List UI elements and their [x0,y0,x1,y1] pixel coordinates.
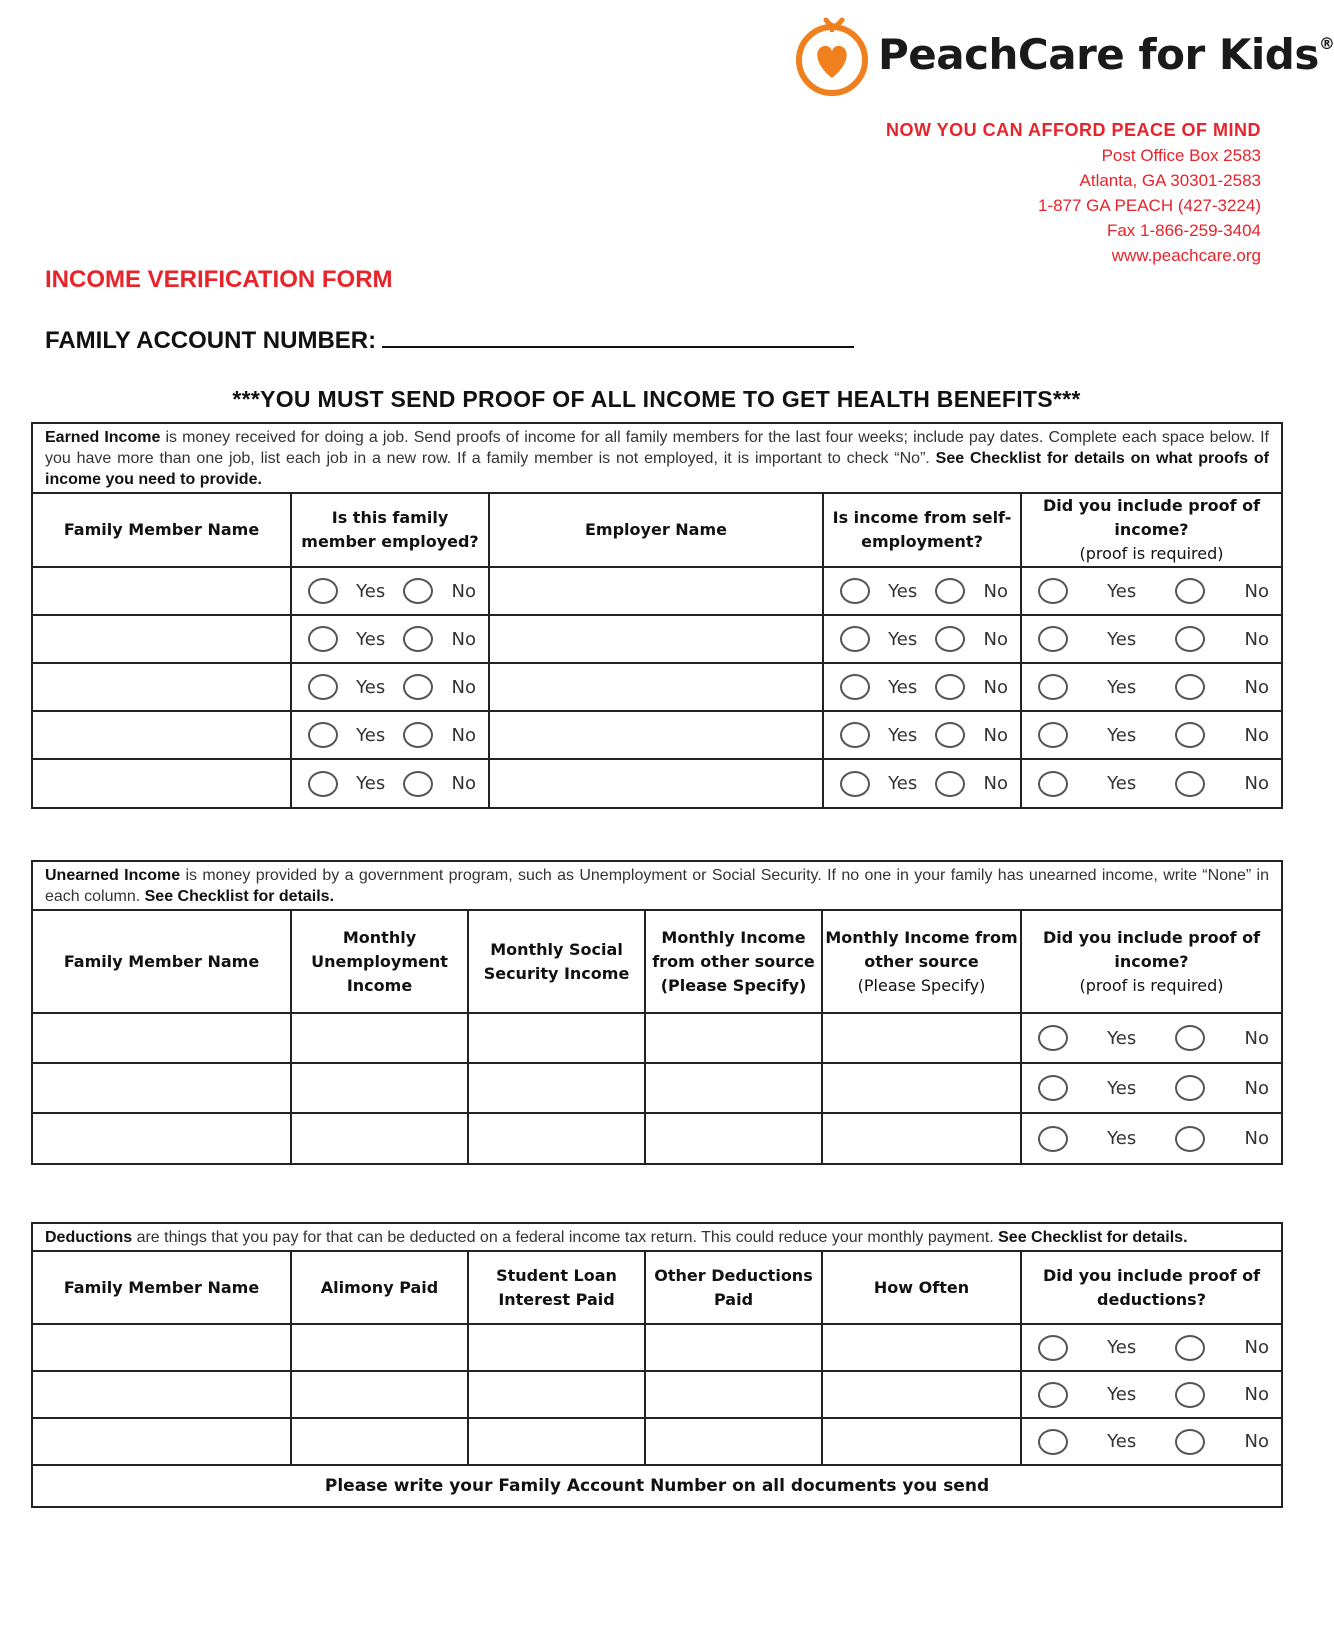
yes-no-choice [291,759,489,807]
yes-no-choice [291,567,489,615]
student-loan-interest-input[interactable] [468,1418,645,1465]
footer-instruction: Please write your Family Account Number on all documents you send [33,1465,1281,1506]
yes-radio[interactable] [840,626,870,652]
yes-label: Yes [1107,676,1137,698]
proof-notice: ***YOU MUST SEND PROOF OF ALL INCOME TO GET HEALTH BENEFITS*** [232,386,1081,412]
yes-no-choice [291,711,489,759]
no-label: No [1244,724,1269,746]
no-label: No [1244,1077,1269,1099]
yes-no-choice [823,615,1021,663]
earned-income-section [31,422,1283,809]
alimony-paid-input[interactable] [291,1324,468,1371]
yes-radio[interactable] [1038,722,1068,748]
no-label: No [1244,628,1269,650]
yes-label: Yes [1107,1431,1137,1452]
no-radio[interactable] [1175,1025,1205,1051]
col-proof-of-income: Did you include proof of income? (proof is required) [1021,911,1281,1013]
yes-label: Yes [1107,1128,1137,1149]
table-row [33,567,1281,615]
student-loan-interest-input[interactable] [468,1324,645,1371]
col-other-source-income-2: Monthly Income from other source (Please Specify) [822,911,1021,1013]
col-proof-of-income: Did you include proof of income? (proof is required) [1021,494,1281,567]
how-often-input[interactable] [822,1418,1021,1465]
table-row [33,1324,1281,1371]
social-security-income-input[interactable] [468,1013,645,1063]
yes-no-choice [1021,663,1281,711]
no-radio[interactable] [403,722,433,748]
employer-name-input[interactable] [489,615,823,663]
yes-no-choice [823,759,1021,807]
no-label: No [983,628,1008,650]
no-radio[interactable] [935,771,965,797]
how-often-input[interactable] [822,1371,1021,1418]
no-radio[interactable] [1175,626,1205,652]
yes-label: Yes [356,773,386,794]
other-source-income-input[interactable] [645,1113,822,1163]
account-number-field [45,326,854,355]
yes-label: Yes [1107,580,1137,602]
yes-radio[interactable] [1038,1025,1068,1051]
no-radio[interactable] [1175,578,1205,604]
yes-radio[interactable] [1038,1335,1068,1361]
unearned-income-section [31,860,1283,1165]
account-number-input[interactable] [382,326,854,348]
col-other-deductions: Other Deductions Paid [645,1252,822,1324]
family-member-name-input[interactable] [33,759,291,807]
no-label: No [1244,1431,1269,1452]
no-radio[interactable] [1175,1126,1205,1152]
employer-name-input[interactable] [489,711,823,759]
employer-name-input[interactable] [489,567,823,615]
yes-label: Yes [356,628,386,650]
col-proof-of-deductions: Did you include proof of deductions? [1021,1252,1281,1324]
no-radio[interactable] [935,578,965,604]
peachcare-logo [792,8,1334,104]
no-label: No [451,676,476,698]
unearned-income-intro: Unearned Income is money provided by a government program, such as Unemployment or Social Security. If no one in your family has unearned income, write “None” in each column. See Checklist for details. [33,862,1281,911]
yes-no-choice [1021,1063,1281,1113]
social-security-income-input[interactable] [468,1063,645,1113]
yes-no-choice [1021,1113,1281,1163]
no-radio[interactable] [403,626,433,652]
family-member-name-input[interactable] [33,1324,291,1371]
yes-radio[interactable] [1038,1126,1068,1152]
col-social-security-income: Monthly Social Security Income [468,911,645,1013]
yes-label: Yes [1107,724,1137,746]
how-often-input[interactable] [822,1324,1021,1371]
yes-no-choice [1021,615,1281,663]
col-family-member-name: Family Member Name [33,911,291,1013]
no-radio[interactable] [1175,1075,1205,1101]
col-student-loan-interest: Student Loan Interest Paid [468,1252,645,1324]
yes-radio[interactable] [1038,1382,1068,1408]
yes-label: Yes [1107,1027,1137,1049]
other-deductions-input[interactable] [645,1324,822,1371]
yes-radio[interactable] [1038,578,1068,604]
website-link[interactable]: www.peachcare.org [1111,246,1261,265]
yes-no-choice [823,663,1021,711]
yes-label: Yes [888,773,918,794]
yes-no-choice [1021,759,1281,807]
yes-label: Yes [1107,773,1137,794]
alimony-paid-input[interactable] [291,1418,468,1465]
no-label: No [983,676,1008,698]
other-source-income-input-2[interactable] [822,1113,1021,1163]
no-label: No [1244,773,1269,794]
social-security-income-input[interactable] [468,1113,645,1163]
yes-no-choice [291,663,489,711]
yes-label: Yes [888,724,918,746]
yes-label: Yes [356,676,386,698]
deductions-table [33,1252,1281,1506]
yes-no-choice [823,567,1021,615]
other-deductions-input[interactable] [645,1371,822,1418]
alimony-paid-input[interactable] [291,1371,468,1418]
yes-radio[interactable] [840,771,870,797]
address-line: Post Office Box 2583 [1101,146,1261,165]
col-unemployment-income: Monthly Unemployment Income [291,911,468,1013]
yes-no-choice [1021,711,1281,759]
unemployment-income-input[interactable] [291,1113,468,1163]
unearned-income-table [33,911,1281,1163]
yes-no-choice [823,711,1021,759]
no-label: No [1244,580,1269,602]
earned-income-intro: Earned Income is money received for doing a job. Send proofs of income for all family members for the last four weeks; include pay dates. Complete each space below. If you have more than one job, list each job in a new row. If a family member is not employed, it is important to check “No”. See Checklist for details on what proofs of income you need to provide. [33,424,1281,494]
col-other-source-income: Monthly Income from other source (Please Specify) [645,911,822,1013]
yes-radio[interactable] [840,722,870,748]
col-alimony-paid: Alimony Paid [291,1252,468,1324]
col-family-member-name: Family Member Name [33,1252,291,1324]
table-row [33,615,1281,663]
no-label: No [451,580,476,602]
yes-label: Yes [888,676,918,698]
family-member-name-input[interactable] [33,1371,291,1418]
deductions-section [31,1222,1283,1508]
yes-radio[interactable] [308,674,338,700]
no-radio[interactable] [935,674,965,700]
yes-no-choice [1021,1324,1281,1371]
deductions-intro: Deductions are things that you pay for that can be deducted on a federal income tax return. This could reduce your monthly payment. See Checklist for details. [33,1224,1281,1252]
fax-line: Fax 1-866-259-3404 [1106,221,1261,240]
table-row [33,759,1281,807]
yes-radio[interactable] [1038,626,1068,652]
employer-name-input[interactable] [489,759,823,807]
yes-radio[interactable] [308,722,338,748]
yes-label: Yes [888,628,918,650]
col-family-member-name: Family Member Name [33,494,291,567]
no-label: No [451,628,476,650]
other-source-income-input-2[interactable] [822,1063,1021,1113]
employer-name-input[interactable] [489,663,823,711]
student-loan-interest-input[interactable] [468,1371,645,1418]
family-member-name-input[interactable] [33,1013,291,1063]
yes-label: Yes [356,580,386,602]
other-deductions-input[interactable] [645,1418,822,1465]
yes-no-choice [1021,1418,1281,1465]
yes-label: Yes [1107,1077,1137,1099]
col-how-often: How Often [822,1252,1021,1324]
yes-radio[interactable] [1038,674,1068,700]
col-employed: Is this family member employed? [291,494,489,567]
family-member-name-input[interactable] [33,663,291,711]
no-label: No [983,724,1008,746]
other-source-income-input[interactable] [645,1013,822,1063]
contact-block [886,118,1261,268]
no-label: No [983,580,1008,602]
no-label: No [451,724,476,746]
no-radio[interactable] [935,722,965,748]
no-label: No [451,773,476,794]
earned-income-table [33,494,1281,807]
family-member-name-input[interactable] [33,567,291,615]
account-number-label: FAMILY ACCOUNT NUMBER: [45,327,377,354]
no-label: No [1244,1027,1269,1049]
yes-label: Yes [888,580,918,602]
no-radio[interactable] [935,626,965,652]
tagline: NOW YOU CAN AFFORD PEACE OF MIND [886,120,1261,140]
no-label: No [1244,676,1269,698]
family-member-name-input[interactable] [33,615,291,663]
no-radio[interactable] [1175,722,1205,748]
table-row [33,1113,1281,1163]
address-line: Atlanta, GA 30301-2583 [1079,171,1261,190]
yes-label: Yes [1107,1337,1137,1358]
family-member-name-input[interactable] [33,711,291,759]
no-radio[interactable] [1175,1335,1205,1361]
no-label: No [1244,1337,1269,1358]
no-radio[interactable] [403,771,433,797]
no-radio[interactable] [1175,771,1205,797]
yes-no-choice [1021,1013,1281,1063]
table-row [33,1371,1281,1418]
yes-radio[interactable] [1038,1075,1068,1101]
yes-label: Yes [1107,628,1137,650]
yes-label: Yes [356,724,386,746]
family-member-name-input[interactable] [33,1113,291,1163]
yes-radio[interactable] [308,578,338,604]
yes-no-choice [1021,1371,1281,1418]
table-row [33,1063,1281,1113]
other-source-income-input-2[interactable] [822,1013,1021,1063]
phone-line: 1-877 GA PEACH (427-3224) [1037,196,1261,215]
unemployment-income-input[interactable] [291,1063,468,1113]
yes-radio[interactable] [308,626,338,652]
yes-radio[interactable] [1038,1429,1068,1455]
no-radio[interactable] [403,674,433,700]
yes-no-choice [291,615,489,663]
other-source-income-input[interactable] [645,1063,822,1113]
no-radio[interactable] [1175,1382,1205,1408]
table-row [33,1418,1281,1465]
yes-radio[interactable] [1038,771,1068,797]
yes-radio[interactable] [308,771,338,797]
no-radio[interactable] [403,578,433,604]
yes-radio[interactable] [840,578,870,604]
brand-name: PeachCare for Kids® [878,30,1334,79]
table-row [33,1013,1281,1063]
form-title: INCOME VERIFICATION FORM [45,266,393,293]
no-label: No [1244,1128,1269,1149]
no-radio[interactable] [1175,674,1205,700]
col-self-employment: Is income from self-employment? [823,494,1021,567]
peach-heart-icon [792,8,876,104]
table-row [33,663,1281,711]
yes-label: Yes [1107,1384,1137,1405]
table-row [33,711,1281,759]
unemployment-income-input[interactable] [291,1013,468,1063]
yes-radio[interactable] [840,674,870,700]
family-member-name-input[interactable] [33,1418,291,1465]
no-label: No [983,773,1008,794]
no-radio[interactable] [1175,1429,1205,1455]
col-employer-name: Employer Name [489,494,823,567]
yes-no-choice [1021,567,1281,615]
no-label: No [1244,1384,1269,1405]
family-member-name-input[interactable] [33,1063,291,1113]
